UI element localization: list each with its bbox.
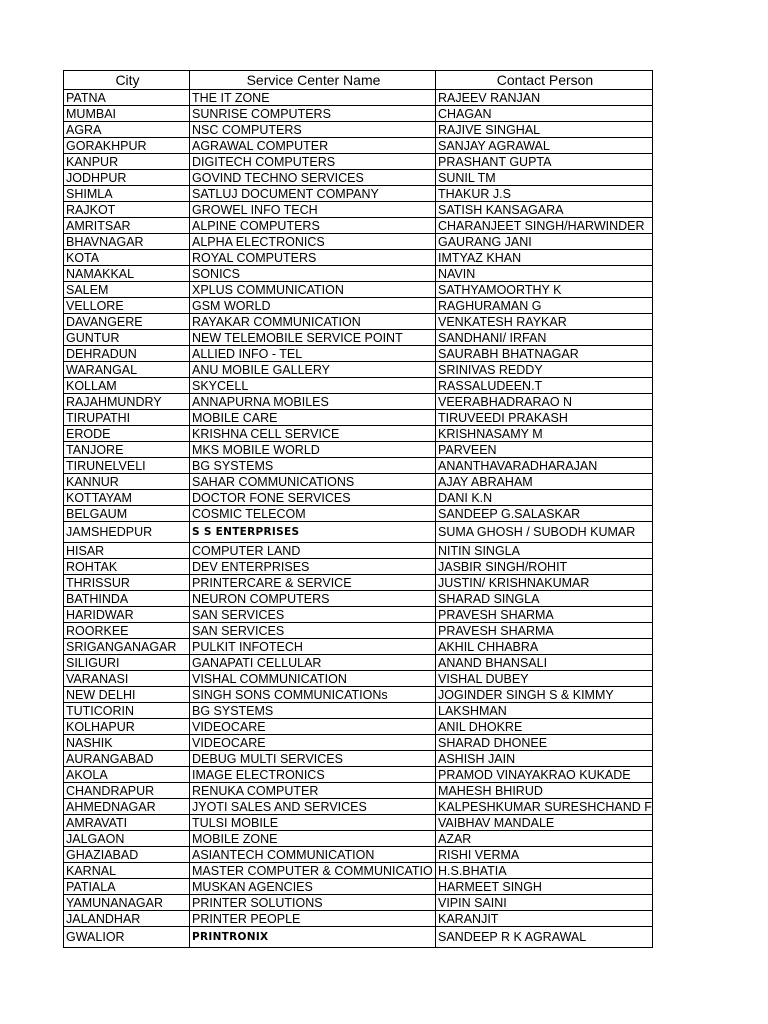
cell-service-center: MKS MOBILE WORLD [190, 442, 436, 458]
cell-city: BELGAUM [64, 506, 190, 522]
cell-service-center: MOBILE ZONE [190, 831, 436, 847]
cell-city: SALEM [64, 282, 190, 298]
cell-contact-person: SATHYAMOORTHY K [436, 282, 653, 298]
table-row [64, 90, 653, 106]
table-row [64, 591, 653, 607]
cell-service-center: ALPHA ELECTRONICS [190, 234, 436, 250]
cell-service-center: SAN SERVICES [190, 607, 436, 623]
table-row [64, 927, 653, 948]
table-row [64, 522, 653, 543]
cell-contact-person: VIPIN SAINI [436, 895, 653, 911]
cell-service-center: VIDEOCARE [190, 735, 436, 751]
cell-service-center: COMPUTER LAND [190, 543, 436, 559]
cell-city: TIRUNELVELI [64, 458, 190, 474]
cell-contact-person: HARMEET SINGH [436, 879, 653, 895]
cell-contact-person: RAJIVE SINGHAL [436, 122, 653, 138]
cell-city: YAMUNANAGAR [64, 895, 190, 911]
cell-service-center: PULKIT INFOTECH [190, 639, 436, 655]
cell-contact-person: ASHISH JAIN [436, 751, 653, 767]
cell-service-center: BG SYSTEMS [190, 458, 436, 474]
cell-city: RAJKOT [64, 202, 190, 218]
cell-service-center: SUNRISE COMPUTERS [190, 106, 436, 122]
cell-service-center: IMAGE ELECTRONICS [190, 767, 436, 783]
table-row [64, 330, 653, 346]
cell-service-center: SKYCELL [190, 378, 436, 394]
cell-city: THRISSUR [64, 575, 190, 591]
cell-city: TUTICORIN [64, 703, 190, 719]
header-city: City [64, 71, 190, 90]
service-center-table [63, 70, 653, 948]
cell-service-center: PRINTER SOLUTIONS [190, 895, 436, 911]
cell-service-center: SAHAR COMMUNICATIONS [190, 474, 436, 490]
table-row [64, 895, 653, 911]
cell-service-center: RAYAKAR COMMUNICATION [190, 314, 436, 330]
table-row [64, 410, 653, 426]
cell-service-center: ANU MOBILE GALLERY [190, 362, 436, 378]
table-row [64, 767, 653, 783]
cell-city: MUMBAI [64, 106, 190, 122]
table-row [64, 394, 653, 410]
header-row [64, 71, 653, 90]
cell-contact-person: JOGINDER SINGH S & KIMMY [436, 687, 653, 703]
table-row [64, 799, 653, 815]
cell-contact-person: VEERABHADRARAO N [436, 394, 653, 410]
table-row [64, 234, 653, 250]
cell-service-center: KRISHNA CELL SERVICE [190, 426, 436, 442]
table-row [64, 202, 653, 218]
table-row [64, 506, 653, 522]
cell-city: JALANDHAR [64, 911, 190, 927]
cell-service-center: DEV ENTERPRISES [190, 559, 436, 575]
table-row [64, 607, 653, 623]
cell-service-center: ANNAPURNA MOBILES [190, 394, 436, 410]
cell-city: AGRA [64, 122, 190, 138]
table-row [64, 783, 653, 799]
cell-contact-person: KRISHNASAMY M [436, 426, 653, 442]
cell-contact-person: SATISH KANSAGARA [436, 202, 653, 218]
cell-contact-person: JUSTIN/ KRISHNAKUMAR [436, 575, 653, 591]
table-row [64, 847, 653, 863]
cell-service-center: NSC COMPUTERS [190, 122, 436, 138]
cell-contact-person: KALPESHKUMAR SURESHCHAND F [436, 799, 653, 815]
cell-contact-person: AJAY ABRAHAM [436, 474, 653, 490]
cell-city: BATHINDA [64, 591, 190, 607]
cell-service-center: GSM WORLD [190, 298, 436, 314]
cell-city: KOTTAYAM [64, 490, 190, 506]
table-row [64, 735, 653, 751]
cell-contact-person: IMTYAZ KHAN [436, 250, 653, 266]
cell-city: AHMEDNAGAR [64, 799, 190, 815]
cell-contact-person: GAURANG JANI [436, 234, 653, 250]
cell-city: JAMSHEDPUR [64, 522, 190, 543]
cell-city: KANPUR [64, 154, 190, 170]
cell-contact-person: SANDEEP R K AGRAWAL [436, 927, 653, 948]
cell-service-center: BG SYSTEMS [190, 703, 436, 719]
cell-contact-person: AZAR [436, 831, 653, 847]
cell-contact-person: RAJEEV RANJAN [436, 90, 653, 106]
cell-contact-person: MAHESH BHIRUD [436, 783, 653, 799]
cell-city: SILIGURI [64, 655, 190, 671]
cell-contact-person: SUMA GHOSH / SUBODH KUMAR [436, 522, 653, 543]
cell-city: AURANGABAD [64, 751, 190, 767]
table-row [64, 911, 653, 927]
table-row [64, 250, 653, 266]
table-row [64, 138, 653, 154]
cell-service-center: NEURON COMPUTERS [190, 591, 436, 607]
cell-service-center: SONICS [190, 266, 436, 282]
cell-service-center: DIGITECH COMPUTERS [190, 154, 436, 170]
cell-service-center: JYOTI SALES AND SERVICES [190, 799, 436, 815]
cell-service-center: NEW TELEMOBILE SERVICE POINT [190, 330, 436, 346]
cell-service-center: DOCTOR FONE SERVICES [190, 490, 436, 506]
cell-contact-person: NAVIN [436, 266, 653, 282]
cell-contact-person: CHARANJEET SINGH/HARWINDER [436, 218, 653, 234]
cell-contact-person: RASSALUDEEN.T [436, 378, 653, 394]
table-row [64, 170, 653, 186]
table-row [64, 815, 653, 831]
table-row [64, 442, 653, 458]
cell-city: GHAZIABAD [64, 847, 190, 863]
cell-city: HISAR [64, 543, 190, 559]
cell-service-center: MASTER COMPUTER & COMMUNICATIO [190, 863, 436, 879]
cell-contact-person: SHARAD DHONEE [436, 735, 653, 751]
cell-city: GWALIOR [64, 927, 190, 948]
table-row [64, 346, 653, 362]
table-row [64, 426, 653, 442]
cell-city: AKOLA [64, 767, 190, 783]
cell-service-center: GROWEL INFO TECH [190, 202, 436, 218]
cell-service-center: PRINTER PEOPLE [190, 911, 436, 927]
table-row [64, 623, 653, 639]
cell-city: ERODE [64, 426, 190, 442]
cell-city: VELLORE [64, 298, 190, 314]
cell-service-center: SINGH SONS COMMUNICATIONs [190, 687, 436, 703]
cell-city: KARNAL [64, 863, 190, 879]
cell-city: SRIGANGANAGAR [64, 639, 190, 655]
cell-service-center: PRINTRONIX [190, 927, 436, 948]
cell-city: GUNTUR [64, 330, 190, 346]
cell-service-center: ALLIED INFO - TEL [190, 346, 436, 362]
table-row [64, 543, 653, 559]
cell-contact-person: PRASHANT GUPTA [436, 154, 653, 170]
cell-contact-person: ANAND BHANSALI [436, 655, 653, 671]
cell-service-center: RENUKA COMPUTER [190, 783, 436, 799]
cell-service-center: TULSI MOBILE [190, 815, 436, 831]
cell-city: RAJAHMUNDRY [64, 394, 190, 410]
cell-city: NAMAKKAL [64, 266, 190, 282]
cell-city: VARANASI [64, 671, 190, 687]
table-row [64, 218, 653, 234]
cell-city: CHANDRAPUR [64, 783, 190, 799]
table-row [64, 831, 653, 847]
cell-city: KOTA [64, 250, 190, 266]
cell-service-center: ROYAL COMPUTERS [190, 250, 436, 266]
table-row [64, 282, 653, 298]
table-row [64, 559, 653, 575]
cell-contact-person: THAKUR J.S [436, 186, 653, 202]
cell-contact-person: VAIBHAV MANDALE [436, 815, 653, 831]
table-row [64, 266, 653, 282]
cell-service-center: MUSKAN AGENCIES [190, 879, 436, 895]
cell-service-center: ASIANTECH COMMUNICATION [190, 847, 436, 863]
cell-contact-person: VENKATESH RAYKAR [436, 314, 653, 330]
cell-contact-person: SAURABH BHATNAGAR [436, 346, 653, 362]
cell-contact-person: PARVEEN [436, 442, 653, 458]
cell-service-center: PRINTERCARE & SERVICE [190, 575, 436, 591]
cell-contact-person: VISHAL DUBEY [436, 671, 653, 687]
table-row [64, 687, 653, 703]
cell-contact-person: SANDHANI/ IRFAN [436, 330, 653, 346]
cell-contact-person: NITIN SINGLA [436, 543, 653, 559]
cell-city: DAVANGERE [64, 314, 190, 330]
table-row [64, 639, 653, 655]
cell-service-center: AGRAWAL COMPUTER [190, 138, 436, 154]
cell-contact-person: RISHI VERMA [436, 847, 653, 863]
table-row [64, 154, 653, 170]
cell-contact-person: LAKSHMAN [436, 703, 653, 719]
cell-service-center: GOVIND TECHNO SERVICES [190, 170, 436, 186]
cell-service-center: VIDEOCARE [190, 719, 436, 735]
cell-contact-person: TIRUVEEDI PRAKASH [436, 410, 653, 426]
cell-contact-person: SANJAY AGRAWAL [436, 138, 653, 154]
cell-city: AMRAVATI [64, 815, 190, 831]
table-row [64, 314, 653, 330]
cell-city: KANNUR [64, 474, 190, 490]
cell-contact-person: SANDEEP G.SALASKAR [436, 506, 653, 522]
table-row [64, 671, 653, 687]
cell-city: JALGAON [64, 831, 190, 847]
cell-city: NASHIK [64, 735, 190, 751]
cell-contact-person: AKHIL CHHABRA [436, 639, 653, 655]
cell-contact-person: SUNIL TM [436, 170, 653, 186]
cell-service-center: DEBUG MULTI SERVICES [190, 751, 436, 767]
cell-contact-person: PRAMOD VINAYAKRAO KUKADE [436, 767, 653, 783]
cell-city: PATIALA [64, 879, 190, 895]
cell-city: JODHPUR [64, 170, 190, 186]
cell-service-center: SATLUJ DOCUMENT COMPANY [190, 186, 436, 202]
cell-city: ROHTAK [64, 559, 190, 575]
cell-city: HARIDWAR [64, 607, 190, 623]
cell-city: KOLLAM [64, 378, 190, 394]
cell-contact-person: ANIL DHOKRE [436, 719, 653, 735]
cell-city: WARANGAL [64, 362, 190, 378]
table-row [64, 719, 653, 735]
table-row [64, 474, 653, 490]
cell-service-center: XPLUS COMMUNICATION [190, 282, 436, 298]
table-row [64, 106, 653, 122]
table-row [64, 378, 653, 394]
cell-city: ROORKEE [64, 623, 190, 639]
header-contact-person: Contact Person [436, 71, 653, 90]
cell-city: DEHRADUN [64, 346, 190, 362]
cell-city: TANJORE [64, 442, 190, 458]
table-row [64, 655, 653, 671]
cell-city: GORAKHPUR [64, 138, 190, 154]
table-row [64, 298, 653, 314]
cell-service-center: SAN SERVICES [190, 623, 436, 639]
cell-contact-person: SRINIVAS REDDY [436, 362, 653, 378]
cell-service-center: GANAPATI CELLULAR [190, 655, 436, 671]
cell-city: TIRUPATHI [64, 410, 190, 426]
cell-contact-person: SHARAD SINGLA [436, 591, 653, 607]
cell-contact-person: RAGHURAMAN G [436, 298, 653, 314]
table-row [64, 751, 653, 767]
table-row [64, 863, 653, 879]
cell-city: BHAVNAGAR [64, 234, 190, 250]
cell-service-center: MOBILE CARE [190, 410, 436, 426]
table-row [64, 122, 653, 138]
table-row [64, 703, 653, 719]
table-row [64, 575, 653, 591]
cell-contact-person: JASBIR SINGH/ROHIT [436, 559, 653, 575]
cell-contact-person: H.S.BHATIA [436, 863, 653, 879]
cell-city: KOLHAPUR [64, 719, 190, 735]
table-body [64, 90, 653, 948]
cell-service-center: THE IT ZONE [190, 90, 436, 106]
cell-city: AMRITSAR [64, 218, 190, 234]
cell-contact-person: ANANTHAVARADHARAJAN [436, 458, 653, 474]
cell-service-center: ALPINE COMPUTERS [190, 218, 436, 234]
table-row [64, 458, 653, 474]
table-row [64, 186, 653, 202]
cell-contact-person: DANI K.N [436, 490, 653, 506]
table-row [64, 490, 653, 506]
table-row [64, 362, 653, 378]
cell-service-center: COSMIC TELECOM [190, 506, 436, 522]
cell-contact-person: PRAVESH SHARMA [436, 623, 653, 639]
cell-service-center: VISHAL COMMUNICATION [190, 671, 436, 687]
cell-city: NEW DELHI [64, 687, 190, 703]
cell-contact-person: CHAGAN [436, 106, 653, 122]
table-row [64, 879, 653, 895]
header-service-center-name: Service Center Name [190, 71, 436, 90]
cell-city: PATNA [64, 90, 190, 106]
cell-city: SHIMLA [64, 186, 190, 202]
cell-contact-person: KARANJIT [436, 911, 653, 927]
cell-contact-person: PRAVESH SHARMA [436, 607, 653, 623]
cell-service-center: S S ENTERPRISES [190, 522, 436, 543]
